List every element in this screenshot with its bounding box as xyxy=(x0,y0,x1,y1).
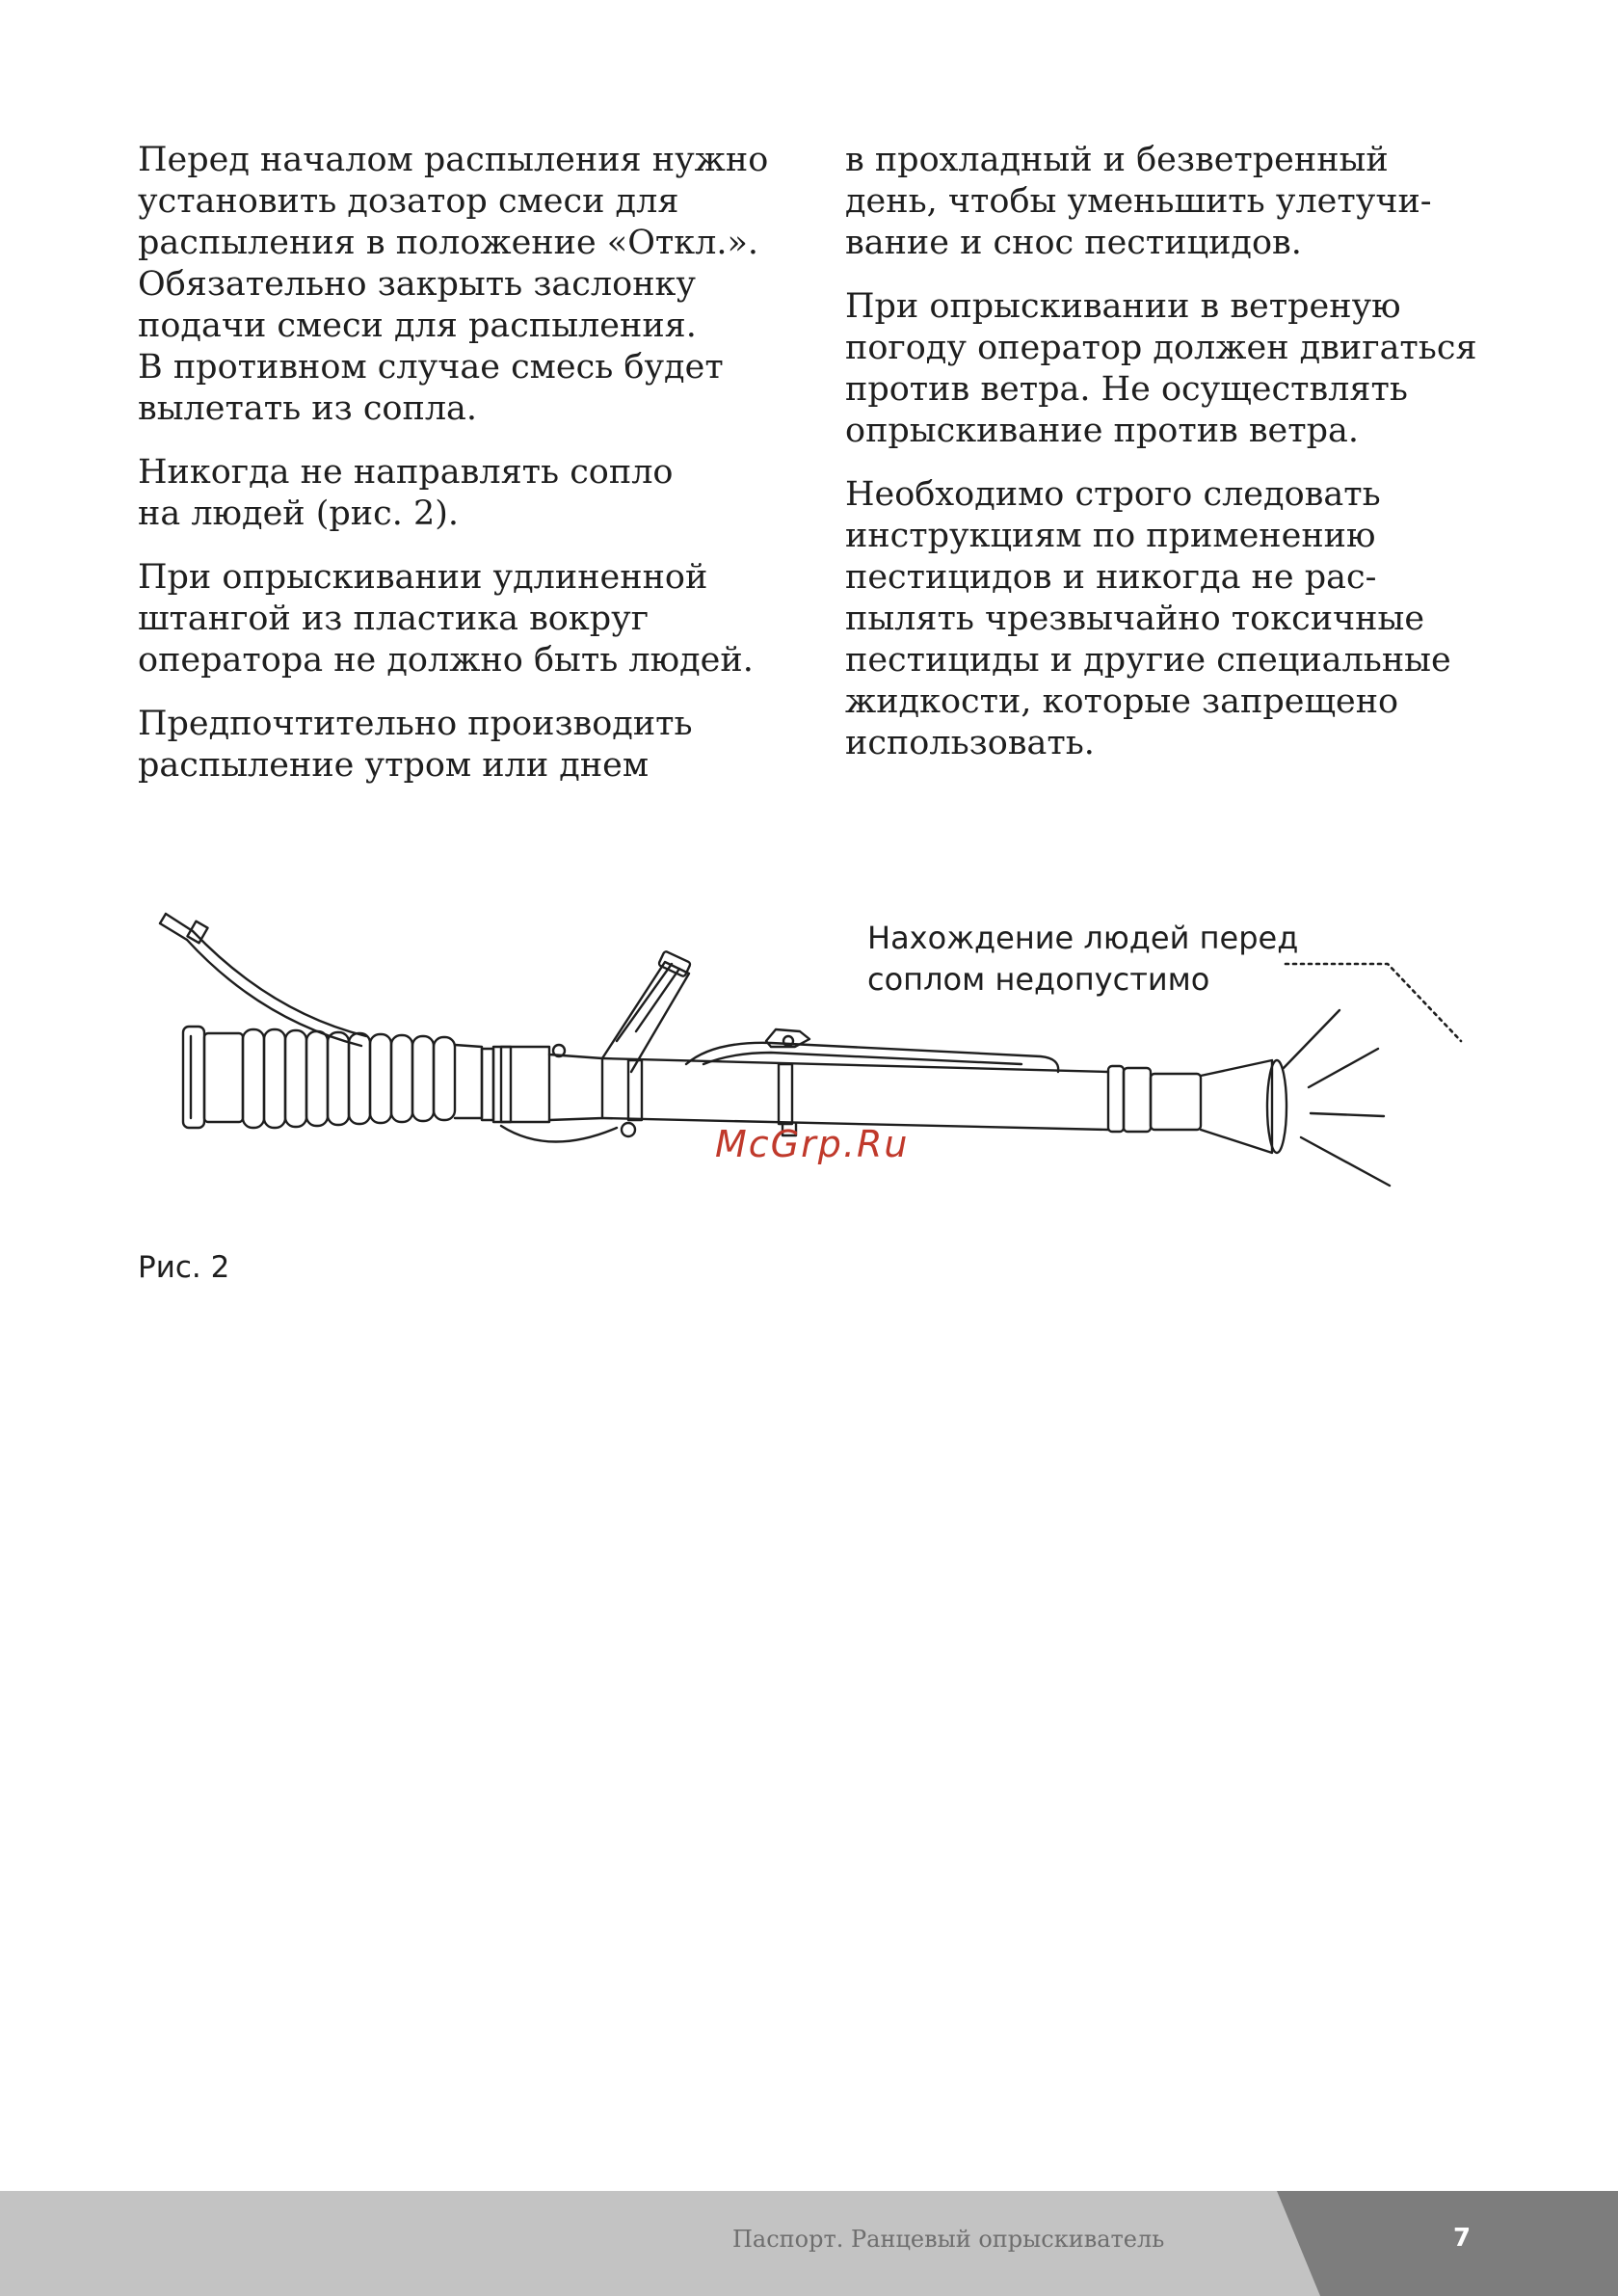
text-line: пестицидов и никогда не рас- xyxy=(845,558,1377,597)
footer-dark-band xyxy=(1277,2191,1618,2296)
text-line: Никогда не направлять сопло xyxy=(138,453,674,492)
text-line: день, чтобы уменьшить улетучи- xyxy=(845,182,1432,221)
text-line: опрыскивание против ветра. xyxy=(845,412,1360,450)
text-line: штангой из пластика вокруг xyxy=(138,600,650,638)
text-line: оператора не должно быть людей. xyxy=(138,641,754,680)
nozzle xyxy=(1108,1060,1286,1153)
corrugated-hose xyxy=(243,1029,455,1128)
text-line: вылетать из сопла. xyxy=(138,389,478,428)
text-line: При опрыскивании в ветреную xyxy=(845,287,1401,326)
text-line: установить дозатор смеси для xyxy=(138,182,679,221)
text-line: на людей (рис. 2). xyxy=(138,494,460,533)
text-line: Перед началом распыления нужно xyxy=(138,141,769,179)
text-line: жидкости, которые запрещено xyxy=(845,682,1399,721)
text-line: При опрыскивании удлиненной xyxy=(138,558,708,597)
footer-title: Паспорт. Ранцевый опрыскиватель xyxy=(732,2226,1165,2253)
paragraph-extended-boom xyxy=(138,557,812,681)
spray-lines xyxy=(1284,1010,1390,1186)
paragraph-windy-weather xyxy=(845,286,1520,452)
spray-tube xyxy=(602,1029,1108,1135)
paragraph-pesticide-instructions xyxy=(845,474,1520,764)
paragraph-preferred-time xyxy=(138,704,812,787)
figure-note-line: соплом недопустимо xyxy=(867,961,1210,998)
figure-note-line: Нахождение людей перед xyxy=(867,920,1299,956)
text-line: В противном случае смесь будет xyxy=(138,348,724,387)
text-line: пылять чрезвычайно токсичные xyxy=(845,600,1425,638)
paragraph-nozzle-warning xyxy=(138,452,812,535)
throttle-lever xyxy=(602,950,691,1136)
text-line: вание и снос пестицидов. xyxy=(845,224,1302,262)
text-line: подачи смеси для распыления. xyxy=(138,307,697,345)
right-text-column xyxy=(845,140,1520,787)
text-line: инструкциям по применению xyxy=(845,517,1376,555)
text-line: Предпочтительно производить xyxy=(138,705,693,743)
left-text-column xyxy=(138,140,812,809)
text-line: против ветра. Не осуществлять xyxy=(845,370,1408,409)
figure-note xyxy=(867,918,1298,1001)
text-line: погоду оператор должен двигаться xyxy=(845,329,1477,367)
inlet-collar xyxy=(183,1027,243,1128)
watermark: McGrp.Ru xyxy=(715,1123,910,1165)
paragraph-spray-start xyxy=(138,140,812,430)
text-line: в прохладный и безветренный xyxy=(845,141,1389,179)
page-number: 7 xyxy=(1453,2224,1472,2253)
text-line: распыление утром или днем xyxy=(138,746,650,785)
hose-connector xyxy=(455,1045,617,1142)
figure-caption: Рис. 2 xyxy=(138,1250,230,1285)
text-line: использовать. xyxy=(845,724,1095,762)
text-line: распыления в положение «Откл.». xyxy=(138,224,759,262)
text-line: пестициды и другие специальные xyxy=(845,641,1451,680)
text-line: Необходимо строго следовать xyxy=(845,475,1381,514)
page-footer xyxy=(0,2191,1618,2296)
note-pointer xyxy=(1286,964,1461,1041)
text-line: Обязательно закрыть заслонку xyxy=(138,265,696,304)
paragraph-cool-day xyxy=(845,140,1520,264)
